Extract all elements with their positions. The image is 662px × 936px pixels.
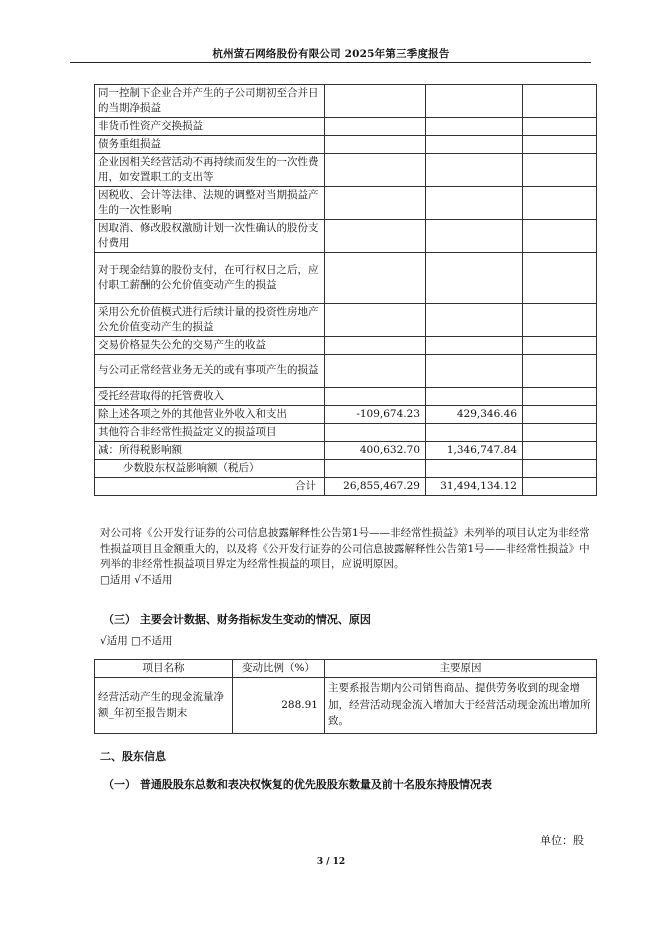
section-3-title: （三） 主要会计数据、财务指标发生变动的情况、原因 — [103, 613, 371, 626]
note-cell — [523, 187, 597, 220]
table-row — [95, 304, 597, 337]
current-period-value — [325, 136, 426, 154]
note-cell — [523, 85, 597, 118]
nonrecurring-applicability: □适用 √不适用 — [100, 574, 173, 586]
row-label: 同一控制下企业合并产生的子公司期初至合并日的当期净损益 — [95, 85, 325, 118]
note-cell — [523, 154, 597, 187]
ytd-value — [426, 460, 523, 478]
note-cell — [523, 388, 597, 406]
nonrecurring-note-text: 对公司将《公开发行证券的公司信息披露解释性公告第1号——非经常性损益》未列举的项目认定为非经常性损益项目且金额重大的，以及将《公开发行证券的公司信息披露解释性公告第1号——非经常性损益》中列举的非经常性损益项目界定为经常性损益的项目，应说明原因。 — [100, 527, 590, 570]
current-period-value — [325, 460, 426, 478]
header-main-reason: 主要原因 — [325, 660, 597, 678]
table-row — [95, 136, 597, 154]
current-period-value — [325, 253, 426, 304]
ytd-value: 1,346,747.84 — [426, 442, 523, 460]
ytd-value — [426, 136, 523, 154]
page-number: 3 / 12 — [316, 857, 346, 867]
header-change-ratio: 变动比例（%） — [233, 660, 325, 678]
current-period-value — [325, 304, 426, 337]
ytd-value — [426, 424, 523, 442]
change-ratio: 288.91 — [233, 677, 325, 733]
table-row — [95, 442, 597, 460]
nonrecurring-gains-table — [94, 84, 597, 496]
ytd-value: 429,346.46 — [426, 406, 523, 424]
note-cell — [523, 304, 597, 337]
header-item-name: 项目名称 — [95, 660, 233, 678]
current-period-value: -109,674.23 — [325, 406, 426, 424]
row-label: 受托经营取得的托管费收入 — [95, 388, 325, 406]
current-period-value — [325, 220, 426, 253]
table-row — [95, 424, 597, 442]
shareholder-subsection-title: （一） 普通股股东总数和表决权恢复的优先股股东数量及前十名股东持股情况表 — [103, 778, 492, 791]
key-data-change-table — [94, 659, 597, 734]
ytd-value — [426, 187, 523, 220]
ytd-value — [426, 388, 523, 406]
row-label: 对于现金结算的股份支付，在可行权日之后，应付职工薪酬的公允价值变动产生的损益 — [95, 253, 325, 304]
row-label: 债务重组损益 — [95, 136, 325, 154]
shareholder-section-title: 二、股东信息 — [100, 750, 166, 763]
ytd-value: 31,494,134.12 — [426, 478, 523, 496]
table-row — [95, 406, 597, 424]
table-row — [95, 337, 597, 355]
note-cell — [523, 478, 597, 496]
current-period-value — [325, 388, 426, 406]
table-row — [95, 388, 597, 406]
table-row — [95, 355, 597, 388]
current-period-value — [325, 424, 426, 442]
current-period-value — [325, 154, 426, 187]
table-row — [95, 677, 597, 733]
table-row — [95, 253, 597, 304]
note-cell — [523, 442, 597, 460]
table-row — [95, 118, 597, 136]
unit-label: 单位：股 — [540, 834, 584, 847]
table-header-row — [95, 660, 597, 678]
main-reason: 主要系报告期内公司销售商品、提供劳务收到的现金增加，经营活动现金流入增加大于经营活动现金流出增加所致。 — [325, 677, 597, 733]
note-cell — [523, 337, 597, 355]
report-header: 杭州萤石网络股份有限公司 2025年第三季度报告 — [212, 48, 450, 60]
note-cell — [523, 406, 597, 424]
ytd-value — [426, 355, 523, 388]
ytd-value — [426, 220, 523, 253]
table-row — [95, 187, 597, 220]
ytd-value — [426, 154, 523, 187]
table-row — [95, 460, 597, 478]
note-cell — [523, 220, 597, 253]
ytd-value — [426, 85, 523, 118]
ytd-value — [426, 253, 523, 304]
current-period-value: 26,855,467.29 — [325, 478, 426, 496]
row-label: 因税收、会计等法律、法规的调整对当期损益产生的一次性影响 — [95, 187, 325, 220]
row-label: 除上述各项之外的其他营业外收入和支出 — [95, 406, 325, 424]
note-cell — [523, 460, 597, 478]
row-label: 少数股东权益影响额（税后） — [95, 460, 325, 478]
table-row-total — [95, 478, 597, 496]
row-label: 因取消、修改股权激励计划一次性确认的股份支付费用 — [95, 220, 325, 253]
current-period-value — [325, 118, 426, 136]
current-period-value — [325, 337, 426, 355]
table-row — [95, 220, 597, 253]
note-cell — [523, 355, 597, 388]
current-period-value: 400,632.70 — [325, 442, 426, 460]
ytd-value — [426, 304, 523, 337]
item-name: 经营活动产生的现金流量净额_年初至报告期末 — [95, 677, 233, 733]
note-cell — [523, 424, 597, 442]
current-period-value — [325, 187, 426, 220]
note-cell — [523, 253, 597, 304]
row-label: 企业因相关经营活动不再持续而发生的一次性费用，如安置职工的支出等 — [95, 154, 325, 187]
current-period-value — [325, 85, 426, 118]
current-period-value — [325, 355, 426, 388]
table-row — [95, 85, 597, 118]
row-label: 合计 — [95, 478, 325, 496]
row-label: 交易价格显失公允的交易产生的收益 — [95, 337, 325, 355]
row-label: 采用公允价值模式进行后续计量的投资性房地产公允价值变动产生的损益 — [95, 304, 325, 337]
row-label: 其他符合非经常性损益定义的损益项目 — [95, 424, 325, 442]
section-3-applicability: √适用 □不适用 — [100, 635, 173, 647]
ytd-value — [426, 337, 523, 355]
row-label: 与公司正常经营业务无关的或有事项产生的损益 — [95, 355, 325, 388]
ytd-value — [426, 118, 523, 136]
note-cell — [523, 118, 597, 136]
table-row — [95, 154, 597, 187]
row-label: 非货币性资产交换损益 — [95, 118, 325, 136]
header-rule — [70, 62, 591, 63]
row-label: 减：所得税影响额 — [95, 442, 325, 460]
note-cell — [523, 136, 597, 154]
